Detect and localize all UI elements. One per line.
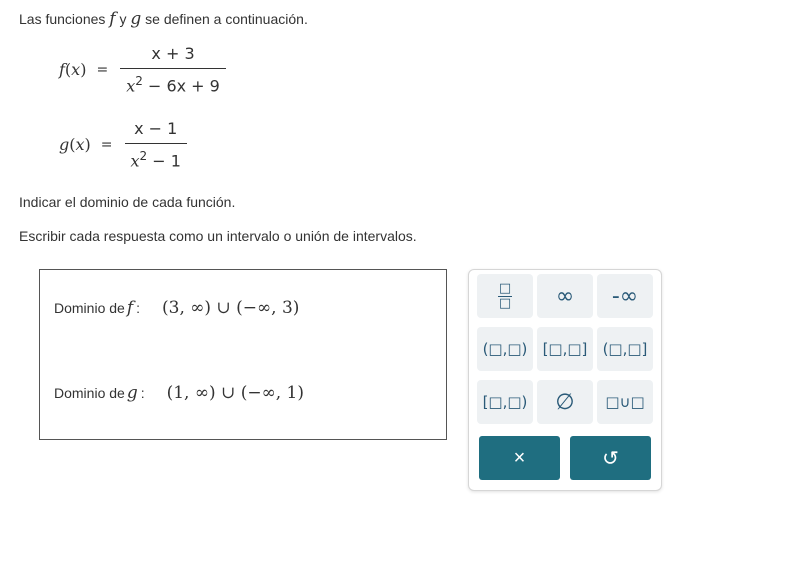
undo-icon: ↺ [602,447,619,470]
f-denominator: $x^2 - 6x + 9$ [120,68,226,95]
intro-g: g [130,9,142,29]
g-denominator: $x^2 - 1$ [125,143,187,170]
f-equals: = [96,61,109,78]
answer-box [39,269,447,440]
intro-and: y [119,11,127,27]
f-name: f [59,60,65,80]
clear-button[interactable] [479,436,560,480]
f-var: x [71,60,81,80]
f-fraction [120,44,226,95]
intro-prefix: Las funciones [19,11,106,27]
g-var: x [75,135,85,155]
open-closed-interval-key[interactable]: (□,□] [597,327,653,371]
function-f-definition: f ( x ) = $\frac{x + 3}{x^2 - 6x + 9}$ [59,44,226,95]
instruction-domain: Indicar el dominio de cada función. [19,194,236,210]
intro-suffix: se definen a continuación. [145,11,308,27]
f-numerator: x + 3 [151,44,195,63]
undo-button[interactable] [570,436,651,480]
open-open-interval-key[interactable]: (□,□) [477,327,533,371]
answer-g-label: Dominio de g : [54,383,145,403]
instruction-format: Escribir cada respuesta como un intervalo o unión de intervalos. [19,228,417,244]
answer-row-f [54,298,299,318]
intro-text [19,9,308,29]
answer-row-g [54,383,304,403]
math-keypad [468,269,662,491]
negative-infinity-key[interactable]: -∞ [597,274,653,318]
answer-f-label: Dominio de f : [54,298,141,318]
answer-g-input[interactable]: (1, ∞) ∪ (−∞, 1) [166,383,305,403]
fraction-key[interactable]: □ □ [477,274,533,318]
closed-open-interval-key[interactable]: [□,□) [477,380,533,424]
closed-closed-interval-key[interactable]: [□,□] [537,327,593,371]
empty-set-key[interactable]: ∅ [537,380,593,424]
function-g-definition: g ( x ) = $\frac{x - 1}{x^2 - 1}$ [59,119,187,170]
intro-f: f [109,9,116,29]
close-icon: × [513,446,526,469]
infinity-key[interactable]: ∞ [537,274,593,318]
union-key[interactable]: □∪□ [597,380,653,424]
g-numerator: x − 1 [134,119,178,138]
g-name: g [59,135,70,155]
g-equals: = [100,136,113,153]
g-fraction [125,119,187,170]
answer-f-input[interactable]: (3, ∞) ∪ (−∞, 3) [162,298,300,318]
